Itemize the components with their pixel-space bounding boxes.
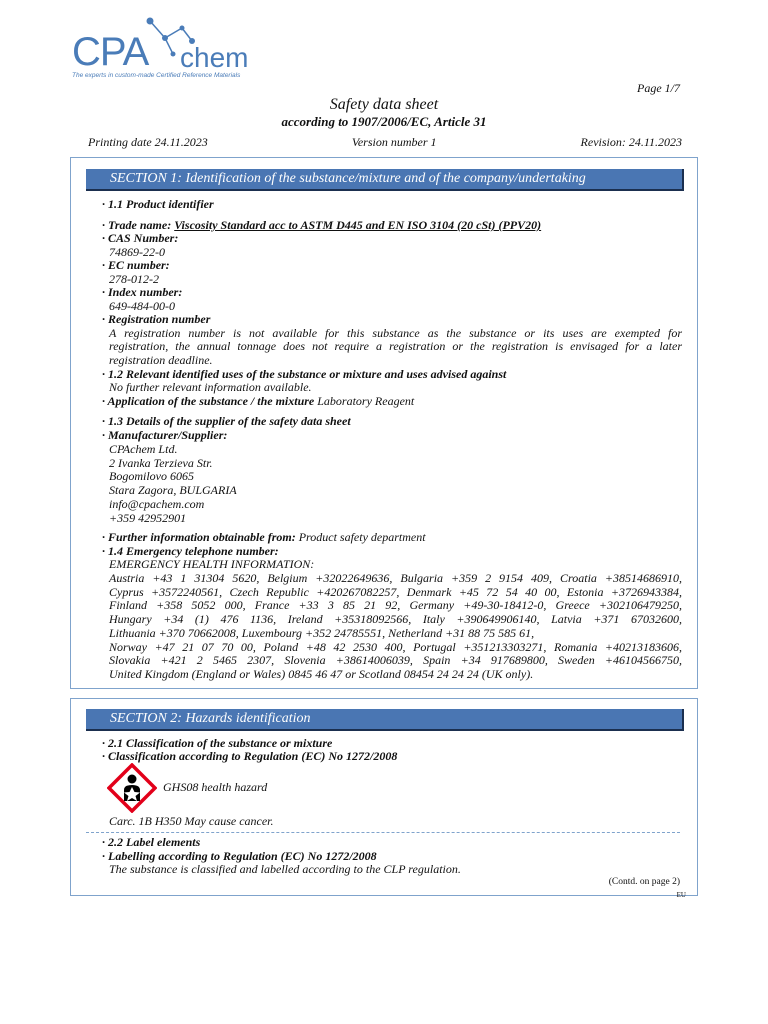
address-line: Stara Zagora, BULGARIA	[109, 483, 237, 497]
emergency-line: Cyprus +3572240561, Czech Republic +420267082257, Denmark +45 72 54 40 00, Estonia +3726943384,	[109, 585, 682, 599]
trade-name: Viscosity Standard acc to ASTM D445 and EN ISO 3104 (20 cSt) (PPV20)	[174, 218, 542, 232]
section-divider	[86, 832, 680, 833]
email-link[interactable]: info@cpachem.com	[109, 497, 205, 511]
supplier-label: · 1.3 Details of the supplier of the safety data sheet	[102, 414, 351, 428]
further-info-value: Product safety department	[298, 530, 426, 544]
further-info-label: · Further information obtainable from:	[102, 530, 296, 544]
address-line: Bogomilovo 6065	[109, 469, 194, 483]
ec-number: 278-012-2	[109, 272, 159, 286]
version-number: Version number 1	[351, 135, 437, 149]
company-logo	[70, 16, 250, 86]
emergency-line: Slovakia +421 2 5465 2307, Slovenia +38614006039, Spain +34 917689800, Sweden +46104566750,	[109, 653, 682, 667]
section1-heading: SECTION 1: Identification of the substance/mixture and of the company/undertaking	[86, 169, 684, 191]
section2-heading: SECTION 2: Hazards identification	[86, 709, 684, 731]
printing-date: Printing date 24.11.2023	[88, 135, 208, 149]
index-number: 649-484-00-0	[109, 299, 175, 313]
classification-label: · 2.1 Classification of the substance or mixture	[102, 736, 333, 750]
labelling-label: · Labelling according to Regulation (EC) No 1272/2008	[102, 849, 377, 863]
uses-text: No further relevant information available.	[109, 380, 312, 394]
print-info-row	[88, 135, 682, 150]
logo-tagline: The experts in custom-made Certified Reference Materials	[72, 72, 241, 79]
logo-suffix: chem	[180, 42, 249, 73]
address-line: CPAchem Ltd.	[109, 442, 178, 456]
labelling-text: The substance is classified and labelled according to the CLP regulation.	[109, 862, 461, 876]
region-code: EU	[676, 891, 686, 899]
emergency-line: Hungary +34 (1) 476 1136, Ireland +35318092566, Italy +390649906140, Latvia +371 67032600,	[109, 612, 682, 626]
revision-date: Revision: 24.11.2023	[580, 135, 682, 149]
emergency-line: Lithuania +370 70662008, Luxembourg +352 24785551, Netherland +31 88 75 585 61,	[109, 626, 535, 640]
phone-number: +359 42952901	[109, 511, 187, 525]
emergency-line: Finland +358 5052 000, France +33 3 85 21 92, Germany +49-30-18412-0, Greece +302106479250,	[109, 598, 682, 612]
ec-label: · EC number:	[102, 258, 170, 272]
application-value: Laboratory Reagent	[317, 394, 415, 408]
registration-label: · Registration number	[102, 312, 211, 326]
emergency-heading: EMERGENCY HEALTH INFORMATION:	[109, 557, 315, 571]
uses-label: · 1.2 Relevant identified uses of the substance or mixture and uses advised against	[102, 367, 507, 381]
label-elements: · 2.2 Label elements	[102, 835, 201, 849]
hazard-statement: Carc. 1B H350 May cause cancer.	[109, 814, 274, 828]
pictogram-label: GHS08 health hazard	[163, 780, 268, 794]
address-line: 2 Ivanka Terzieva Str.	[109, 456, 213, 470]
trade-name-label: · Trade name:	[102, 218, 172, 232]
document-subtitle: according to 1907/2006/EC, Article 31	[281, 114, 487, 129]
emergency-label: · 1.4 Emergency telephone number:	[102, 544, 279, 558]
manufacturer-label: · Manufacturer/Supplier:	[102, 428, 228, 442]
health-hazard-icon	[107, 763, 157, 813]
emergency-line: Norway +47 21 07 70 00, Poland +48 42 2530 400, Portugal +351213303271, Romania +40213183606,	[109, 640, 682, 654]
cas-number: 74869-22-0	[109, 245, 165, 259]
registration-text-line: registration deadline.	[109, 353, 213, 367]
index-label: · Index number:	[102, 285, 183, 299]
document-title: Safety data sheet	[329, 96, 439, 113]
page-number: Page 1/7	[637, 81, 680, 95]
registration-text-line: registration, the annual tonnage does not require a registration or the registration is envisaged for a later	[109, 339, 682, 353]
emergency-line: Austria +43 1 31304 5620, Belgium +32022649636, Bulgaria +359 2 9154 409, Croatia +38514686910,	[109, 571, 682, 585]
cas-label: · CAS Number:	[102, 231, 179, 245]
application-label: · Application of the substance / the mixture	[102, 394, 315, 408]
registration-text-line: A registration number is not available for this substance as the substance or its uses are exempted for	[109, 326, 682, 340]
continued-note: (Contd. on page 2)	[608, 877, 680, 887]
product-identifier-label: · 1.1 Product identifier	[102, 197, 214, 211]
regulation-label: · Classification according to Regulation (EC) No 1272/2008	[102, 749, 398, 763]
emergency-line: United Kingdom (England or Wales) 0845 46 47 or Scotland 08454 24 24 24 (UK only).	[109, 667, 534, 681]
logo-text: CPA	[72, 30, 149, 74]
